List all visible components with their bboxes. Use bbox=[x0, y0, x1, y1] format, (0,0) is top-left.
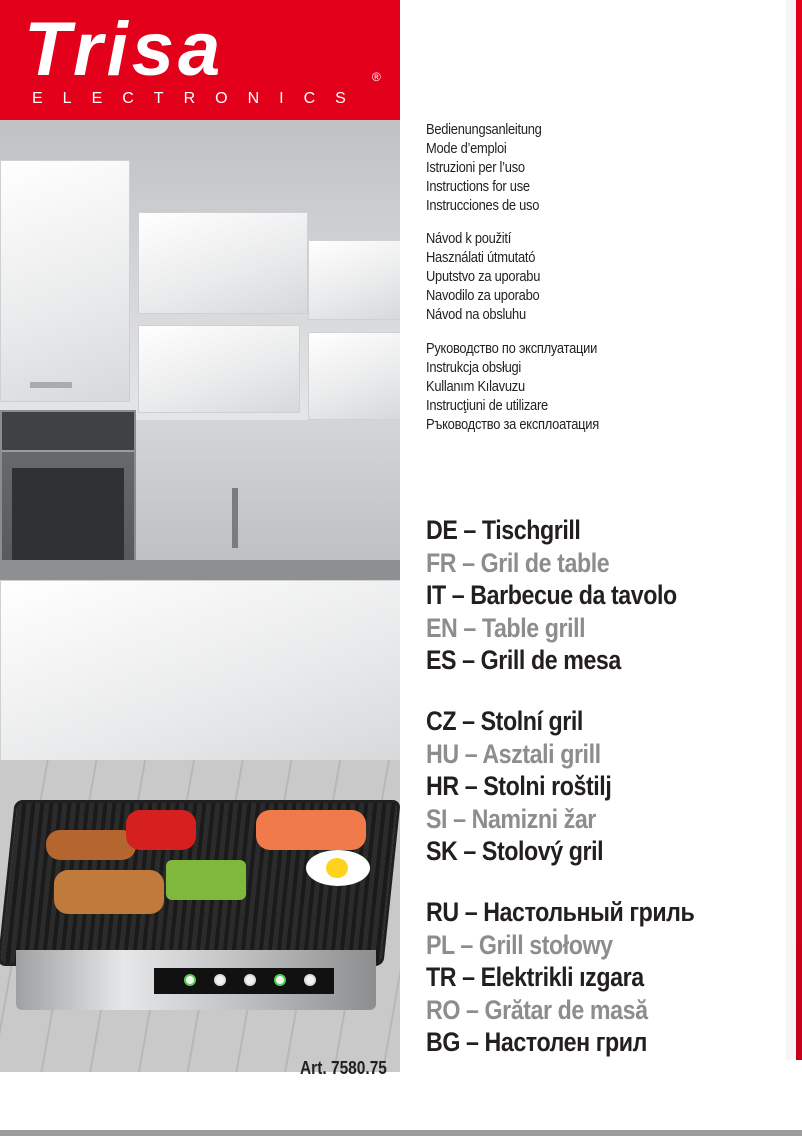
indicator-icon bbox=[274, 974, 286, 986]
upper-cabinet bbox=[308, 240, 400, 320]
product-title: RO – Grătar de masă bbox=[426, 994, 648, 1025]
product-title: DE – Tischgrill bbox=[426, 515, 581, 545]
glass-cabinet bbox=[308, 332, 400, 420]
zucchini bbox=[166, 860, 246, 900]
table-grill-image bbox=[6, 800, 386, 960]
bacon-rolls bbox=[54, 870, 164, 914]
indicator-icon bbox=[184, 974, 196, 986]
product-title: FR – Gril de table bbox=[426, 547, 610, 578]
manual-title: Instrucciones de uso bbox=[426, 197, 540, 214]
manual-title: Használati útmutató bbox=[426, 249, 536, 266]
button-icon bbox=[244, 974, 256, 986]
product-title: BG – Настолен грил bbox=[426, 1027, 647, 1057]
product-title-group-1 bbox=[426, 514, 677, 677]
manual-title: Návod k použití bbox=[426, 230, 512, 247]
brand-logo bbox=[0, 0, 400, 120]
peppers bbox=[126, 810, 196, 850]
lower-cabinets bbox=[0, 580, 400, 762]
button-icon bbox=[214, 974, 226, 986]
button-icon bbox=[304, 974, 316, 986]
manual-title: Ръководство за експлоатация bbox=[426, 416, 599, 433]
manual-title: Руководство по эксплуатации bbox=[426, 340, 598, 357]
page-edge bbox=[786, 0, 796, 1060]
product-title: PL – Grill stołowy bbox=[426, 929, 613, 960]
manual-list-group-1 bbox=[426, 120, 542, 215]
backsplash bbox=[130, 420, 400, 560]
brand-subtitle: ELECTRONICS bbox=[32, 90, 366, 107]
manual-list-group-3 bbox=[426, 339, 599, 434]
brand-name: Trisa bbox=[24, 7, 225, 92]
countertop bbox=[0, 560, 400, 580]
product-title: EN – Table grill bbox=[426, 612, 586, 643]
manual-title: Navodilo za uporabo bbox=[426, 287, 540, 304]
product-title: SI – Namizni žar bbox=[426, 803, 596, 834]
registered-mark: ® bbox=[372, 70, 381, 84]
bottom-rule bbox=[0, 1130, 802, 1136]
manual-title: Uputstvo za uporabu bbox=[426, 268, 541, 285]
manual-title: Instrukcja obsługi bbox=[426, 359, 522, 376]
handle bbox=[30, 382, 72, 388]
upper-cabinet bbox=[138, 212, 308, 314]
manual-list-group-2 bbox=[426, 229, 540, 324]
product-title-group-3 bbox=[426, 896, 694, 1059]
product-title-group-2 bbox=[426, 705, 611, 868]
shrimps bbox=[256, 810, 366, 850]
manual-title: Bedienungsanleitung bbox=[426, 121, 542, 138]
manual-title: Návod na obsluhu bbox=[426, 306, 526, 323]
manual-title: Instrucţiuni de utilizare bbox=[426, 397, 548, 414]
control-panel bbox=[154, 968, 334, 994]
sausages bbox=[46, 830, 136, 860]
manual-title: Istruzioni per l’uso bbox=[426, 159, 525, 176]
product-title: HU – Asztali grill bbox=[426, 738, 601, 769]
manual-title: Kullanım Kılavuzu bbox=[426, 378, 525, 395]
red-edge bbox=[796, 0, 802, 1060]
fried-egg bbox=[306, 850, 370, 886]
product-title: HR – Stolni roštilj bbox=[426, 771, 612, 801]
product-title: SK – Stolový gril bbox=[426, 836, 604, 866]
product-title: IT – Barbecue da tavolo bbox=[426, 580, 677, 610]
product-title: ES – Grill de mesa bbox=[426, 645, 621, 675]
product-title: CZ – Stolní gril bbox=[426, 706, 583, 736]
tall-cabinet bbox=[0, 160, 130, 402]
manual-title: Instructions for use bbox=[426, 178, 530, 195]
product-title: TR – Elektrikli ızgara bbox=[426, 962, 644, 992]
product-photo bbox=[0, 120, 400, 1072]
manual-title: Mode d’emploi bbox=[426, 140, 507, 157]
product-title: RU – Настольный гриль bbox=[426, 897, 695, 927]
glass-cabinet bbox=[138, 325, 300, 413]
article-number: Art. 7580.75 bbox=[300, 1058, 387, 1078]
faucet bbox=[232, 488, 238, 548]
